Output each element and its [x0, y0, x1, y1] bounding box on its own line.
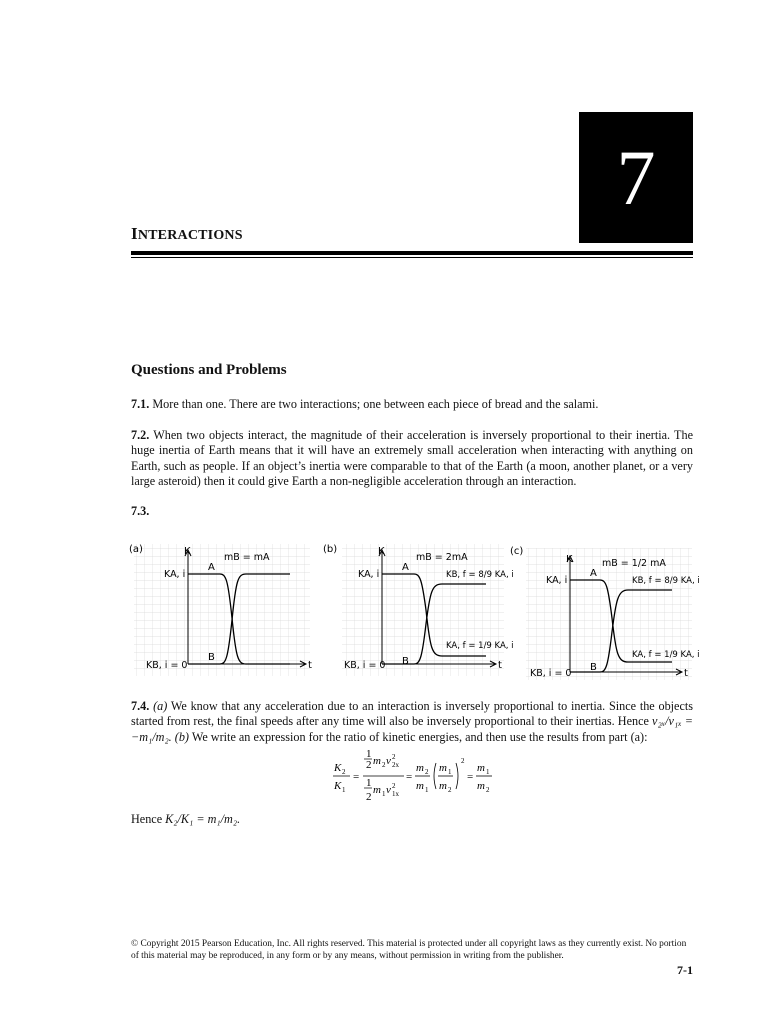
svg-text:K: K — [334, 780, 342, 792]
k-b-final-label: KB, f = 8/9 KA, i — [446, 570, 514, 580]
svg-text:1: 1 — [366, 748, 372, 760]
svg-text:m: m — [477, 762, 485, 774]
curve-b-label: B — [402, 656, 409, 667]
k-a-initial-label: KA, i — [164, 569, 186, 580]
problem-text-a: We know that any acceleration due to an interaction is inversely proportional to inertia. Since the objects started from rest, the final speeds after any time will also be inversely proportional to their inertias. Hence — [131, 699, 694, 729]
svg-text:2: 2 — [382, 761, 386, 769]
svg-text:2x: 2x — [392, 761, 399, 769]
k-b-initial-label: KB, i = 0 — [530, 668, 572, 679]
svg-text:1: 1 — [425, 786, 429, 794]
curve-b-label: B — [208, 652, 215, 663]
svg-text:2: 2 — [366, 791, 372, 803]
svg-text:2: 2 — [392, 753, 396, 761]
figure-panel-c — [512, 540, 702, 690]
curve-a-label: A — [590, 568, 597, 579]
header-rule-thick — [131, 251, 693, 255]
svg-text:=: = — [406, 771, 413, 783]
k-a-final-label: KA, f = 1/9 KA, i — [632, 650, 700, 660]
part-b-label: (b) — [174, 729, 189, 744]
svg-text:m: m — [416, 762, 424, 774]
problem-7-4 — [131, 699, 693, 745]
svg-text:m: m — [373, 755, 381, 767]
svg-text:m: m — [477, 780, 485, 792]
k-axis-label: K — [184, 546, 191, 557]
copyright-notice: © Copyright 2015 Pearson Education, Inc. All rights reserved. This material is protected under all copyright laws as they currently exist. No portion of this material may be reproduced, in any form or by any means, without permission in writing from the publisher. — [131, 939, 687, 961]
velocity-relation: v₂ₓ/v₁ₓ = −m₁/m₂. — [131, 714, 693, 744]
svg-text:1: 1 — [382, 790, 386, 798]
chapter-title — [131, 224, 243, 244]
header-rule-thin — [131, 257, 693, 258]
chapter-number: 7 — [616, 133, 656, 221]
svg-text:m: m — [373, 784, 381, 796]
problem-number: 7.2. — [131, 428, 150, 442]
hence-equation: K₂/K₁ = m₁/m₂. — [165, 812, 241, 826]
curve-a-label: A — [402, 562, 409, 573]
svg-text:2: 2 — [425, 768, 429, 776]
problem-text: When two objects interact, the magnitude of their acceleration is inversely proportional to their inertia. The huge inertia of Earth means that it will have an extremely small acceleration when interacting with anything on Earth, such as people. If an object’s inertia were comparable to that of the Earth (a moon, another planet, or a very large asteroid) then it could give Earth a non-negligible acceleration through an interaction. — [131, 428, 693, 488]
svg-text:m: m — [416, 780, 424, 792]
panel-label: (b) — [323, 544, 338, 555]
part-a-label: (a) — [153, 699, 168, 713]
grid-background — [134, 544, 310, 676]
problem-7-1 — [131, 397, 693, 412]
panel-label: (a) — [129, 544, 143, 555]
problem-7-3 — [131, 504, 693, 519]
problem-text: More than one. There are two interactions; one between each piece of bread and the salami. — [152, 397, 599, 411]
mass-condition: mB = 2mA — [416, 552, 468, 563]
figure-panel-b — [322, 540, 512, 685]
svg-text:=: = — [353, 771, 360, 783]
chapter-title-rest: NTERACTIONS — [137, 228, 243, 243]
k-a-initial-label: KA, i — [358, 569, 380, 580]
t-axis-label: t — [684, 668, 688, 679]
svg-text:1: 1 — [342, 786, 346, 794]
figure-panel-a — [128, 540, 318, 685]
energy-graph-a — [128, 540, 318, 680]
t-axis-label: t — [308, 660, 312, 671]
k-b-final-label: KB, f = 8/9 KA, i — [632, 576, 700, 586]
equation-graphic — [330, 745, 500, 805]
chapter-number-box — [579, 112, 693, 243]
k-a-final-label: KA, f = 1/9 KA, i — [446, 641, 514, 651]
svg-text:v: v — [386, 784, 391, 796]
curve-b-label: B — [590, 662, 597, 673]
hence-prefix: Hence — [131, 812, 163, 826]
svg-text:m: m — [439, 762, 447, 774]
problem-text-b: We write an expression for the ratio of kinetic energies, and then use the results from part (a): — [191, 729, 648, 744]
page-number: 7-1 — [677, 963, 693, 977]
k-axis-label: K — [378, 546, 385, 557]
chapter-title-initial: I — [131, 224, 138, 243]
svg-text:2: 2 — [342, 768, 346, 776]
svg-text:1: 1 — [366, 777, 372, 789]
curve-a-label: A — [208, 562, 215, 573]
problem-number: 7.3. — [131, 504, 150, 518]
svg-text:1: 1 — [486, 768, 490, 776]
problem-number: 7.4. — [131, 699, 150, 713]
svg-text:K: K — [334, 762, 342, 774]
section-title: Questions and Problems — [131, 362, 287, 378]
k-axis-label: K — [566, 554, 573, 565]
svg-text:2: 2 — [486, 786, 490, 794]
problem-7-2 — [131, 428, 693, 489]
panel-label: (c) — [510, 546, 524, 557]
k-a-initial-label: KA, i — [546, 575, 568, 586]
mass-condition: mB = 1/2 mA — [602, 558, 666, 569]
k-b-initial-label: KB, i = 0 — [344, 660, 386, 671]
svg-text:=: = — [467, 771, 474, 783]
energy-graph-c — [512, 540, 702, 685]
problem-number: 7.1. — [131, 397, 150, 411]
svg-text:m: m — [439, 780, 447, 792]
svg-text:1x: 1x — [392, 790, 399, 798]
svg-text:2: 2 — [448, 786, 452, 794]
svg-text:2: 2 — [392, 782, 396, 790]
svg-text:v: v — [386, 755, 391, 767]
energy-graph-b — [322, 540, 512, 680]
kinetic-energy-ratio-equation — [330, 745, 500, 805]
t-axis-label: t — [498, 660, 502, 671]
svg-text:1: 1 — [448, 768, 452, 776]
k-b-initial-label: KB, i = 0 — [146, 660, 188, 671]
mass-condition: mB = mA — [224, 552, 270, 563]
svg-text:2: 2 — [461, 757, 465, 765]
conclusion-line — [131, 812, 240, 827]
svg-text:2: 2 — [366, 759, 372, 771]
